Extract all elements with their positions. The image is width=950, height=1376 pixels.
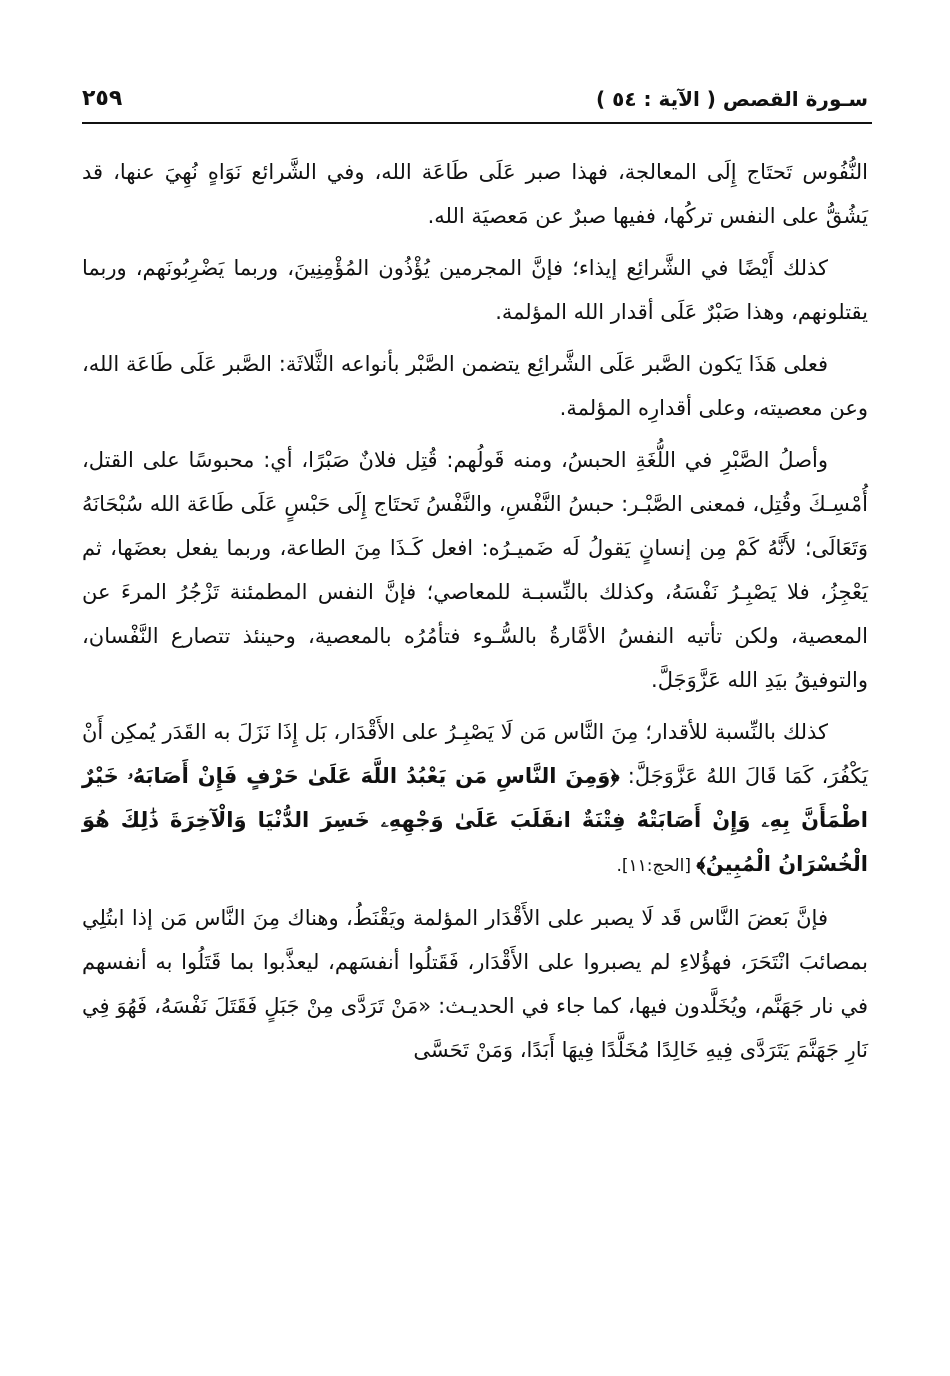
paragraph: فإنَّ بَعضَ النَّاس قَد لَا يصبر على الأَقْدَار المؤلمة ويَقْنَطُ، وهناك مِنَ النَّاس مَن إذا ابتُلِي بمصائبَ انْتَحَرَ، فهؤُلاءِ لم يصبروا على الأَقْدَار، فَقَتلُوا أنفسَهم، ليعذَّبوا بما قَتَلُوا به أنفسهم في نار جَهَنَّم، ويُخَلَّدون فيها، كما جاء في الحديـث: «مَنْ تَرَدَّى مِنْ جَبَلٍ فَقَتَلَ نَفْسَهُ، فَهُوَ فِي نَارِ جَهَنَّمَ يَتَرَدَّى فِيهِ خَالِدًا مُخَلَّدًا فِيهَا أَبَدًا، وَمَنْ تَحَسَّى	[82, 906, 868, 1062]
header-divider	[82, 122, 872, 124]
paragraph	[82, 710, 868, 888]
running-header	[82, 84, 868, 120]
surah-header-title: سـورة القصص ( الآية : ٥٤ )	[596, 87, 868, 111]
paragraph: فعلى هَذَا يَكون الصَّبر عَلَى الشَّرائِع يتضمن الصَّبْر بأنواعه الثَّلاثَة: الصَّبر عَلَى طَاعَة الله، وعن معصيته، وعلى أقدارِه المؤلمة.	[82, 352, 868, 420]
body-text	[82, 150, 868, 1080]
paragraph: وأصلُ الصَّبْرِ في اللُّغَةِ الحبسُ، ومنه قَولُهم: قُتِل فلانٌ صَبْرًا، أي: محبوسًا على القتل، أُمْسِـكَ وقُتِل، فمعنى الصَّبْـر: حبسُ النَّفْسِ، والنَّفْسُ تَحتَاج إِلَى حَبْسٍ عَلَى طَاعَة الله سُبْحَانَهُ وَتَعَالَى؛ لأَنَّهُ كَمْ مِن إنسانٍ يَقولُ لَه ضَميـرُه: افعل كَـذَا مِنَ الطاعة، وربما يفعل بعضَها، ثم يَعْجِزُ، فلا يَصْبِـرُ نَفْسَهُ، وكذلك بالنِّسبـة للمعاصي؛ فإنَّ النفس المطمئنة تَزْجُرُ المرءَ عن المعصية، ولكن تأتيه النفسُ الأمَّارةُ بالسُّـوء فتأمُرُه بالمعصية، وحينئذ تتصارع النَّفْسان، والتوفيقُ بيَدِ الله عَزَّوَجَلَّ.	[82, 448, 868, 692]
quran-verse: ﴿وَمِنَ النَّاسِ مَن يَعْبُدُ اللَّهَ عَلَىٰ حَرْفٍ فَإِنْ أَصَابَهُۥ خَيْرٌ اطْمَأَنَّ بِهِۦ وَإِنْ أَصَابَتْهُ فِتْنَةٌ انقَلَبَ عَلَىٰ وَجْهِهِۦ خَسِرَ الدُّنْيَا وَالْآخِرَةَ ذَٰلِكَ هُوَ الْخُسْرَانُ الْمُبِينُ﴾	[82, 764, 868, 876]
paragraph-text: كذلك بالنِّسبة للأقدار؛ مِنَ النَّاس مَن لَا يَصْبِـرُ على الأَقْدَار، بَل إِذَا نَزَلَ به القَدَر يُمكِن أَنْ يَكْفُرَ، كَمَا قَالَ اللهُ عَزَّوَجَلَّ:	[82, 720, 868, 788]
page-number: ٢٥٩	[82, 86, 123, 111]
paragraph: النُّفُوس تَحتَاج إِلَى المعالجة، فهذا صبر عَلَى طَاعَة الله، وفي الشَّرائع نَوَاهٍ نُهِيَ عنها، قد يَشُقُّ على النفس تركُها، ففيها صبرٌ عن مَعصيَة الله.	[82, 160, 868, 228]
paragraph: كذلك أَيْضًا في الشَّرائِع إيذاء؛ فإنَّ المجرمين يُؤْذُون المُؤْمِنِينَ، وربما يَضْرِبُونَهم، وربما يقتلونهم، وهذا صَبْرٌ عَلَى أقدار الله المؤلمة.	[82, 256, 868, 324]
verse-reference: [الحج:١١].	[616, 856, 697, 876]
